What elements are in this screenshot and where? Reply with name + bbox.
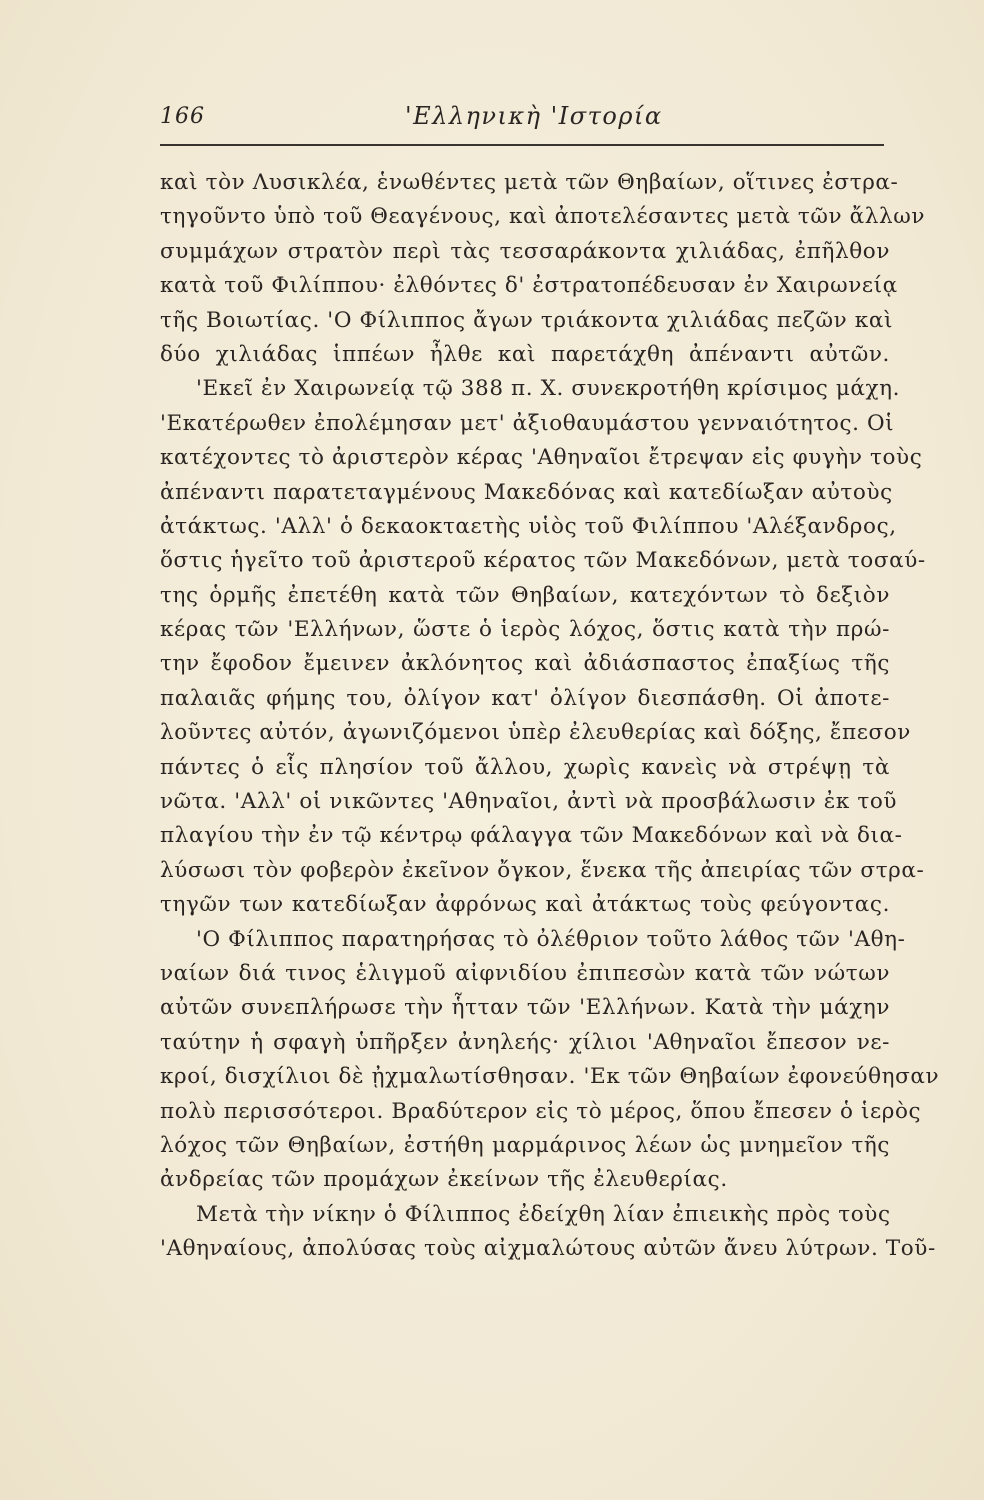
text-line: πλαγίου τὴν ἐν τῷ κέντρῳ φάλαγγα τῶν Μακεδόνων καὶ νὰ δια- — [160, 823, 903, 849]
text-line: τηγοῦντο ὑπὸ τοῦ Θεαγένους, καὶ ἀποτελέσαντες μετὰ τῶν ἄλλων — [160, 204, 926, 230]
text-line: πάντες ὁ εἷς πλησίον τοῦ ἄλλου, χωρὶς κανεὶς νὰ στρέψῃ τὰ — [160, 754, 890, 780]
text-line: 'Εκατέρωθεν ἐπολέμησαν μετ' ἀξιοθαυμάστου γενναιότητος. Οἱ — [160, 410, 895, 436]
text-line: ἀτάκτως. 'Αλλ' ὁ δεκαοκταετὴς υἱὸς τοῦ Φιλίππου 'Αλέξανδρος, — [160, 513, 897, 539]
text-line: δύο χιλιάδας ἱππέων ἦλθε καὶ παρετάχθη ἀπέναντι αὐτῶν. — [160, 341, 890, 367]
header-rule — [160, 144, 884, 146]
text-line: ὅστις ἡγεῖτο τοῦ ἀριστεροῦ κέρατος τῶν Μακεδόνων, μετὰ τοσαύ- — [160, 548, 926, 574]
text-line: λόχος τῶν Θηβαίων, ἐστήθη μαρμάρινος λέων ὡς μνημεῖον τῆς — [160, 1132, 890, 1158]
text-line: ταύτην ἡ σφαγὴ ὑπῆρξεν ἀνηλεής· χίλιοι 'Αθηναῖοι ἔπεσον νε- — [160, 1029, 890, 1055]
text-line: ἀνδρείας τῶν προμάχων ἐκείνων τῆς ἐλευθερίας. — [160, 1167, 728, 1193]
body-text — [160, 166, 940, 1267]
text-line: Μετὰ τὴν νίκην ὁ Φίλιππος ἐδείχθη λίαν ἐπιεικὴς πρὸς τοὺς — [196, 1201, 891, 1227]
text-line: κέρας τῶν 'Ελλήνων, ὥστε ὁ ἱερὸς λόχος, ὅστις κατὰ τὴν πρώ- — [160, 617, 890, 643]
text-line: 'Αθηναίους, ἀπολύσας τοὺς αἰχμαλώτους αὐτῶν ἄνευ λύτρων. Τοῦ- — [160, 1236, 936, 1262]
text-line: λύσωσι τὸν φοβερὸν ἐκεῖνον ὄγκον, ἕνεκα τῆς ἀπειρίας τῶν στρα- — [160, 857, 925, 883]
text-line: συμμάχων στρατὸν περὶ τὰς τεσσαράκοντα χιλιάδας, ἐπῆλθον — [160, 238, 890, 264]
text-line: πολὺ περισσότεροι. Βραδύτερον εἰς τὸ μέρος, ὅπου ἔπεσεν ὁ ἱερὸς — [160, 1098, 922, 1124]
text-line: καὶ τὸν Λυσικλέα, ἑνωθέντες μετὰ τῶν Θηβαίων, οἵτινες ἐστρα- — [160, 170, 899, 195]
text-line: της ὁρμῆς ἐπετέθη κατὰ τῶν Θηβαίων, κατεχόντων τὸ δεξιὸν — [160, 582, 890, 608]
text-line: την ἔφοδον ἔμεινεν ἀκλόνητος καὶ ἀδιάσπαστος ἐπαξίως τῆς — [160, 651, 890, 677]
text-line: 'Εκεῖ ἐν Χαιρωνείᾳ τῷ 388 π. Χ. συνεκροτήθη κρίσιμος μάχη. — [196, 376, 901, 402]
page-header — [160, 102, 880, 136]
text-line: 'Ο Φίλιππος παρατηρήσας τὸ ὀλέθριον τοῦτο λάθος τῶν 'Αθη- — [196, 926, 906, 952]
running-title: 'Ελληνικὴ 'Ιστορία — [405, 102, 663, 130]
text-line: κατέχοντες τὸ ἀριστερὸν κέρας 'Αθηναῖοι ἔτρεψαν εἰς φυγὴν τοὺς — [160, 445, 923, 471]
text-line: ναίων διά τινος ἑλιγμοῦ αἰφνιδίου ἐπιπεσὼν κατὰ τῶν νώτων — [160, 960, 890, 986]
text-line: λοῦντες αὐτόν, ἀγωνιζόμενοι ὑπὲρ ἐλευθερίας καὶ δόξης, ἔπεσον — [160, 720, 911, 746]
text-line: κατὰ τοῦ Φιλίππου· ἐλθόντες δ' ἐστρατοπέδευσαν ἐν Χαιρωνείᾳ — [160, 273, 898, 299]
text-line: κροί, δισχίλιοι δὲ ᾐχμαλωτίσθησαν. 'Εκ τῶν Θηβαίων ἐφονεύθησαν — [160, 1064, 940, 1090]
page-number: 166 — [160, 104, 205, 129]
text-line: τηγῶν των κατεδίωξαν ἀφρόνως καὶ ἀτάκτως τοὺς φεύγοντας. — [160, 892, 890, 918]
text-line: νῶτα. 'Αλλ' οἱ νικῶντες 'Αθηναῖοι, ἀντὶ νὰ προσβάλωσιν ἐκ τοῦ — [160, 789, 898, 815]
text-line: τῆς Βοιωτίας. 'Ο Φίλιππος ἄγων τριάκοντα χιλιάδας πεζῶν καὶ — [160, 307, 893, 333]
text-line: αὐτῶν συνεπλήρωσε τὴν ἧτταν τῶν 'Ελλήνων. Κατὰ τὴν μάχην — [160, 995, 890, 1021]
text-line: ἀπέναντι παρατεταγμένους Μακεδόνας καὶ κατεδίωξαν αὐτοὺς — [160, 479, 893, 505]
text-line: παλαιᾶς φήμης του, ὀλίγον κατ' ὀλίγον διεσπάσθη. Οἱ ἀποτε- — [160, 685, 890, 711]
